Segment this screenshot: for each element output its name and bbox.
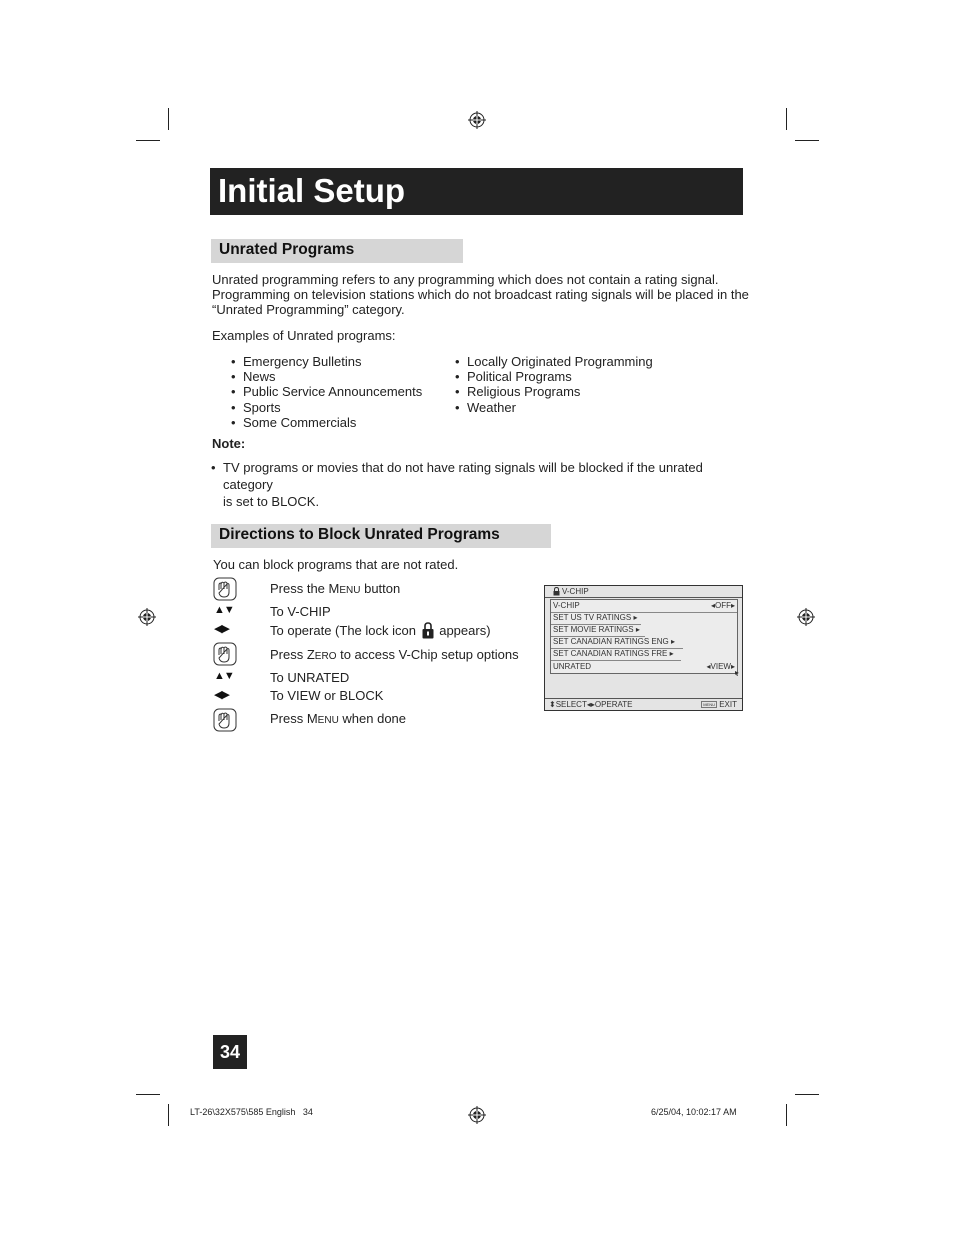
vchip-menu-footer: ⬍SELECT◂▸OPERATE MENU EXIT xyxy=(545,698,742,710)
list-item: • Public Service Announcements xyxy=(231,384,451,399)
list-item: • Some Commercials xyxy=(231,415,451,430)
lock-icon xyxy=(553,587,560,596)
step-operate: To operate (The lock icon appears) xyxy=(270,623,491,638)
page-title: Initial Setup xyxy=(218,172,406,209)
step-view-block: To VIEW or BLOCK xyxy=(270,688,384,703)
note-label: Note: xyxy=(212,436,246,451)
left-right-arrow-icon: ◀▶ xyxy=(214,623,229,635)
step-press-menu: Press the MENU button xyxy=(270,581,401,596)
step-press-zero: Press ZERO to access V-Chip setup options xyxy=(270,647,519,662)
list-item: • Emergency Bulletins xyxy=(231,354,451,369)
list-item: • Sports xyxy=(231,400,451,415)
crop-mark xyxy=(168,1104,169,1126)
page-title-bar xyxy=(210,168,743,215)
crop-mark xyxy=(786,108,787,130)
registration-mark-icon xyxy=(797,608,815,626)
left-right-arrow-icon: ◀▶ xyxy=(214,689,229,701)
menu-row-movie-ratings[interactable]: SET MOVIE RATINGS ▸ xyxy=(551,624,645,637)
registration-mark-icon xyxy=(468,111,486,129)
lock-icon xyxy=(422,622,434,639)
registration-mark-icon xyxy=(138,608,156,626)
footer-file-slug: LT-26\32X575\585 English 34 xyxy=(190,1107,313,1117)
vchip-menu-screen xyxy=(544,585,743,711)
vchip-menu-header: V-CHIP xyxy=(545,586,742,598)
page-number: 34 xyxy=(213,1035,247,1069)
crop-mark xyxy=(136,140,160,141)
crop-mark xyxy=(786,1104,787,1126)
menu-row-vchip[interactable]: V-CHIP ◂OFF▸ xyxy=(551,600,737,613)
section-heading-unrated: Unrated Programs xyxy=(211,239,463,263)
unrated-intro: Unrated programming refers to any programming which does not contain a rating signal. Programming on television stations which do not broadcast rating signals will be placed in the “Unrated Programming” category. xyxy=(212,272,749,317)
step-to-unrated: To UNRATED xyxy=(270,670,350,685)
crop-mark xyxy=(136,1094,160,1095)
examples-label: Examples of Unrated programs: xyxy=(212,328,396,343)
crop-mark xyxy=(795,140,819,141)
menu-row-us-tv-ratings[interactable]: SET US TV RATINGS ▸ xyxy=(551,612,641,625)
list-item: • Weather xyxy=(455,400,715,415)
step-to-vchip: To V-CHIP xyxy=(270,604,331,619)
vchip-menu-list xyxy=(550,599,738,674)
list-item: • Religious Programs xyxy=(455,384,715,399)
remote-hand-icon xyxy=(213,642,237,666)
cursor-hand-icon xyxy=(734,670,740,676)
section-heading-directions: Directions to Block Unrated Programs xyxy=(211,524,551,548)
menu-row-canadian-eng[interactable]: SET CANADIAN RATINGS ENG ▸ xyxy=(551,636,683,649)
up-down-arrow-icon: ▲▼ xyxy=(214,670,234,682)
registration-mark-icon xyxy=(468,1106,486,1124)
menu-row-canadian-fre[interactable]: SET CANADIAN RATINGS FRE ▸ xyxy=(551,648,681,661)
list-item: • News xyxy=(231,369,451,384)
list-item: • Political Programs xyxy=(455,369,715,384)
menu-row-unrated[interactable]: UNRATED ◂VIEW▸ xyxy=(553,662,735,671)
remote-hand-icon xyxy=(213,708,237,732)
examples-list-right xyxy=(455,354,715,415)
footer-timestamp: 6/25/04, 10:02:17 AM xyxy=(651,1107,737,1117)
step-press-menu-done: Press MENU when done xyxy=(270,711,407,726)
remote-hand-icon xyxy=(213,577,237,601)
examples-list-left xyxy=(231,354,451,430)
crop-mark xyxy=(795,1094,819,1095)
list-item: • Locally Originated Programming xyxy=(455,354,715,369)
up-down-arrow-icon: ▲▼ xyxy=(214,604,234,616)
directions-intro: You can block programs that are not rated. xyxy=(213,557,459,572)
crop-mark xyxy=(168,108,169,130)
